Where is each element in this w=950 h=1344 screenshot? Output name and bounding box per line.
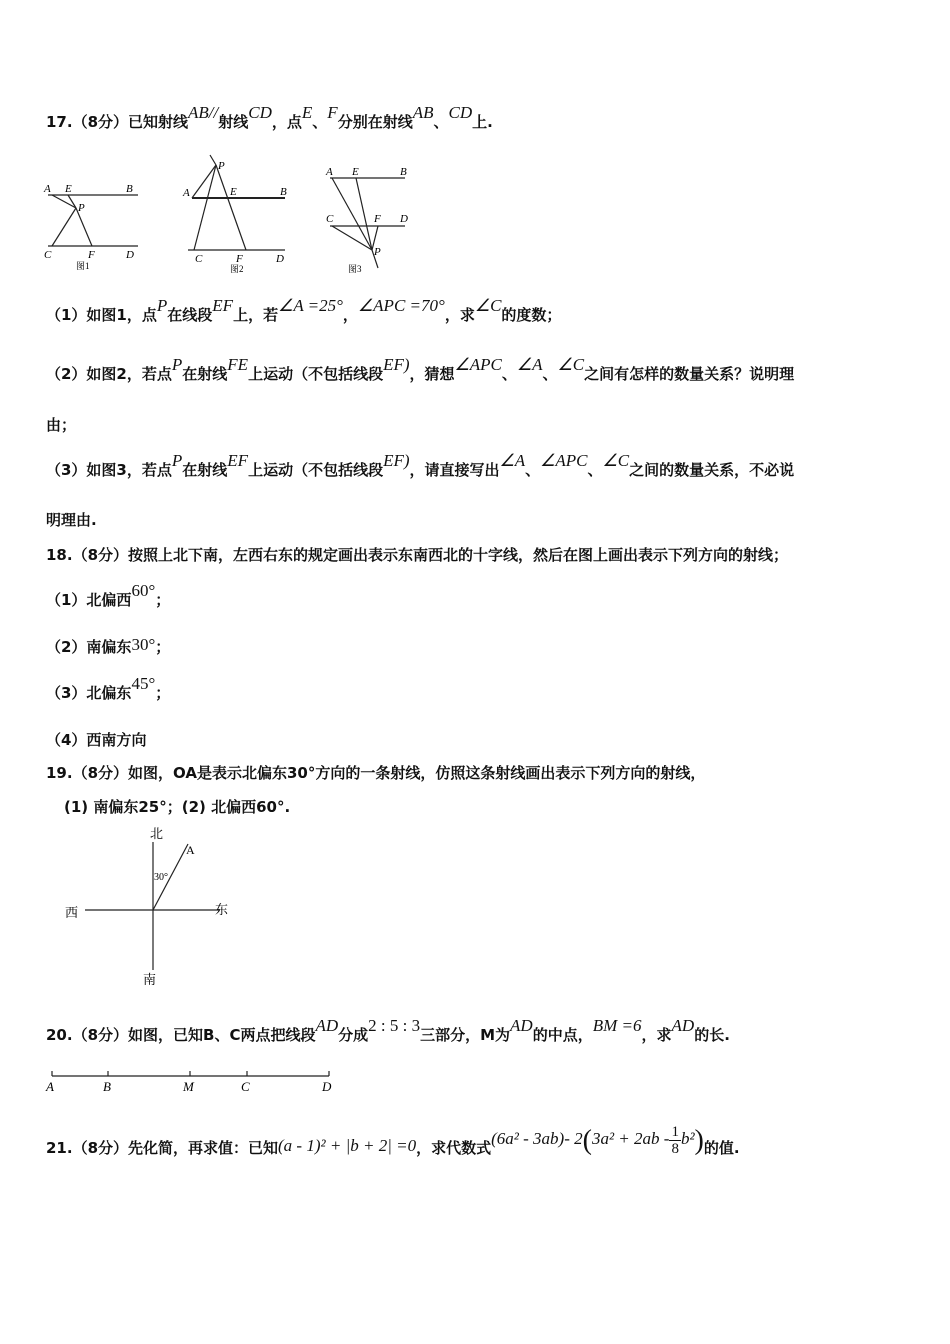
text: ，求: [641, 1026, 672, 1044]
text-on-rays: 分别在射线: [337, 113, 413, 131]
label-a: A: [46, 1079, 54, 1094]
label-c: C: [195, 253, 203, 265]
math-expression-part: 3a² + 2ab -: [591, 1129, 670, 1148]
math-cd: CD: [448, 103, 473, 122]
paren-open: (: [582, 1125, 592, 1156]
math-f: F: [327, 103, 338, 122]
math-ef: EF: [212, 296, 234, 315]
label-p: P: [374, 246, 381, 258]
text: 上运动（不包括线段: [248, 461, 384, 479]
math-p: P: [171, 355, 183, 374]
label-d: D: [126, 249, 134, 261]
q19-subquestions: (1) 南偏东25°；(2) 北偏西60°.: [64, 798, 291, 816]
math-ab: AB: [412, 103, 434, 122]
q20-segment-figure: [44, 1068, 344, 1096]
q21-statement: [46, 1124, 740, 1165]
math-angle-a: ∠A: [516, 355, 543, 374]
label-a: A: [183, 187, 190, 199]
math-value: 45°: [131, 674, 156, 693]
math-angle-c: ∠C: [602, 451, 630, 470]
q20-statement: [46, 1016, 730, 1045]
q17-part-3-cont: 明理由.: [46, 511, 97, 529]
math-angle-a: ∠A =25°: [278, 296, 343, 315]
text: ，求代数式: [416, 1139, 492, 1157]
label-c: C: [326, 213, 334, 225]
text: 的值.: [703, 1139, 740, 1157]
math-ratio: 2 : 5 : 3: [368, 1016, 421, 1035]
text: （3）北偏东: [46, 684, 132, 702]
q18-item-2: [46, 637, 170, 657]
text: 在射线: [182, 365, 228, 383]
text-point: ，点: [271, 113, 302, 131]
math-ab-parallel: AB//: [188, 103, 219, 122]
text: （3）如图3，若点: [46, 461, 172, 479]
math-expression-part: b²: [680, 1129, 695, 1148]
math-angle-c: ∠C: [474, 296, 502, 315]
q19-compass-figure: [60, 822, 240, 992]
separator: 、: [433, 113, 449, 131]
separator: 、: [501, 365, 517, 383]
math-fe: FE: [227, 355, 249, 374]
label-a: A: [326, 166, 333, 178]
text-end: 上.: [472, 113, 493, 131]
math-value: 60°: [131, 581, 156, 600]
q17-part-2: [46, 355, 795, 384]
label-c: C: [241, 1079, 250, 1094]
q17-part-3: [46, 451, 795, 480]
text: ，: [342, 306, 358, 324]
label-b: B: [280, 186, 287, 198]
text: 20.（8分）如图，已知B、C两点把线段: [46, 1026, 316, 1044]
q18-item-3: [46, 674, 171, 703]
text: 三部分，M为: [420, 1026, 511, 1044]
math-ad: AD: [510, 1016, 533, 1035]
text: 之间的数量关系，不必说: [629, 461, 795, 479]
math-e: E: [301, 103, 313, 122]
text: （1）如图1，点: [46, 306, 157, 324]
fraction-numerator: 1: [671, 1124, 679, 1140]
label-d: D: [322, 1079, 332, 1094]
text: ，请直接写出: [409, 461, 500, 479]
text: 的度数；: [501, 306, 562, 324]
text: 在射线: [182, 461, 228, 479]
math-angle-apc: ∠APC: [540, 451, 588, 470]
separator: 、: [312, 113, 328, 131]
label-angle-30: 30°: [154, 872, 168, 883]
text: 的长.: [694, 1026, 730, 1044]
label-m: M: [183, 1079, 194, 1094]
q17-part-2-cont: 由；: [46, 416, 77, 434]
math-p: P: [171, 451, 183, 470]
label-e: E: [230, 186, 237, 198]
text: ，求: [444, 306, 475, 324]
label-f: F: [236, 253, 243, 265]
math-ad: AD: [671, 1016, 695, 1035]
text: 在线段: [167, 306, 213, 324]
fraction-denominator: 8: [671, 1141, 679, 1157]
math-angle-apc: ∠APC: [454, 355, 502, 374]
paren-close: ): [694, 1125, 704, 1156]
q17-figure-1: [40, 178, 150, 273]
q17-figure-2: [180, 153, 295, 273]
figure-caption: 图2: [230, 264, 244, 273]
math-expression-part: (6a² - 3ab)- 2: [491, 1129, 583, 1148]
text: 21.（8分）先化简，再求值：已知: [46, 1139, 279, 1157]
text: ，猜想: [409, 365, 455, 383]
label-p: P: [218, 160, 225, 172]
label-f: F: [88, 249, 95, 261]
q18-item-1: [46, 581, 171, 610]
q17-head: 17.（8分）已知射线: [46, 113, 189, 131]
text: ；: [155, 684, 171, 702]
q17-figure-3: [320, 160, 420, 275]
label-b: B: [400, 166, 407, 178]
text: 之间有怎样的数量关系？说明理: [584, 365, 795, 383]
text: 上，若: [233, 306, 279, 324]
label-a: A: [44, 183, 51, 195]
math-angle-c: ∠C: [557, 355, 585, 374]
math-cd: CD: [248, 103, 272, 122]
separator: 、: [525, 461, 541, 479]
separator: 、: [542, 365, 558, 383]
q19-statement: 19.（8分）如图，OA是表示北偏东30°方向的一条射线，仿照这条射线画出表示下列方向的射线，: [46, 764, 706, 782]
fraction-one-eighth: [669, 1124, 681, 1157]
text: （2）南偏东: [46, 638, 132, 656]
figure-caption: 图1: [76, 261, 90, 271]
q17-part-1: [46, 296, 562, 325]
text: 上运动（不包括线段: [248, 365, 384, 383]
separator: 、: [587, 461, 603, 479]
math-ef: EF: [227, 451, 249, 470]
q18-item-4: （4）西南方向: [46, 731, 147, 749]
label-b: B: [126, 183, 133, 195]
label-a: A: [186, 843, 195, 857]
text: 分成: [338, 1026, 369, 1044]
text: （2）如图2，若点: [46, 365, 172, 383]
q18-statement: 18.（8分）按照上北下南，左西右东的规定画出表示东南西北的十字线，然后在图上画出表示下列方向的射线；: [46, 546, 789, 564]
text: 的中点，: [532, 1026, 593, 1044]
math-angle-apc: ∠APC =70°: [357, 296, 445, 315]
math-bm: BM =6: [592, 1016, 642, 1035]
label-d: D: [400, 213, 408, 225]
label-north: 北: [150, 826, 164, 841]
label-west: 西: [65, 905, 79, 920]
label-p: P: [78, 202, 85, 214]
label-f: F: [374, 213, 381, 225]
math-angle-a: ∠A: [499, 451, 526, 470]
text: （1）北偏西: [46, 591, 132, 609]
label-b: B: [103, 1079, 111, 1094]
figure-caption: 图3: [348, 264, 362, 274]
label-e: E: [65, 183, 72, 195]
text: ；: [155, 638, 171, 656]
label-d: D: [276, 253, 284, 265]
math-value: 30°: [131, 635, 156, 654]
text: ；: [155, 591, 171, 609]
math-condition: (a - 1)² + |b + 2| =0: [278, 1136, 417, 1155]
label-south: 南: [143, 972, 157, 987]
math-ef: EF): [383, 355, 410, 374]
math-p: P: [156, 296, 168, 315]
label-e: E: [352, 166, 359, 178]
math-ef: EF): [383, 451, 410, 470]
math-ad: AD: [315, 1016, 339, 1035]
text-ray: 射线: [218, 113, 249, 131]
label-c: C: [44, 249, 52, 261]
q17-statement: [46, 103, 493, 132]
label-east: 东: [215, 902, 229, 917]
